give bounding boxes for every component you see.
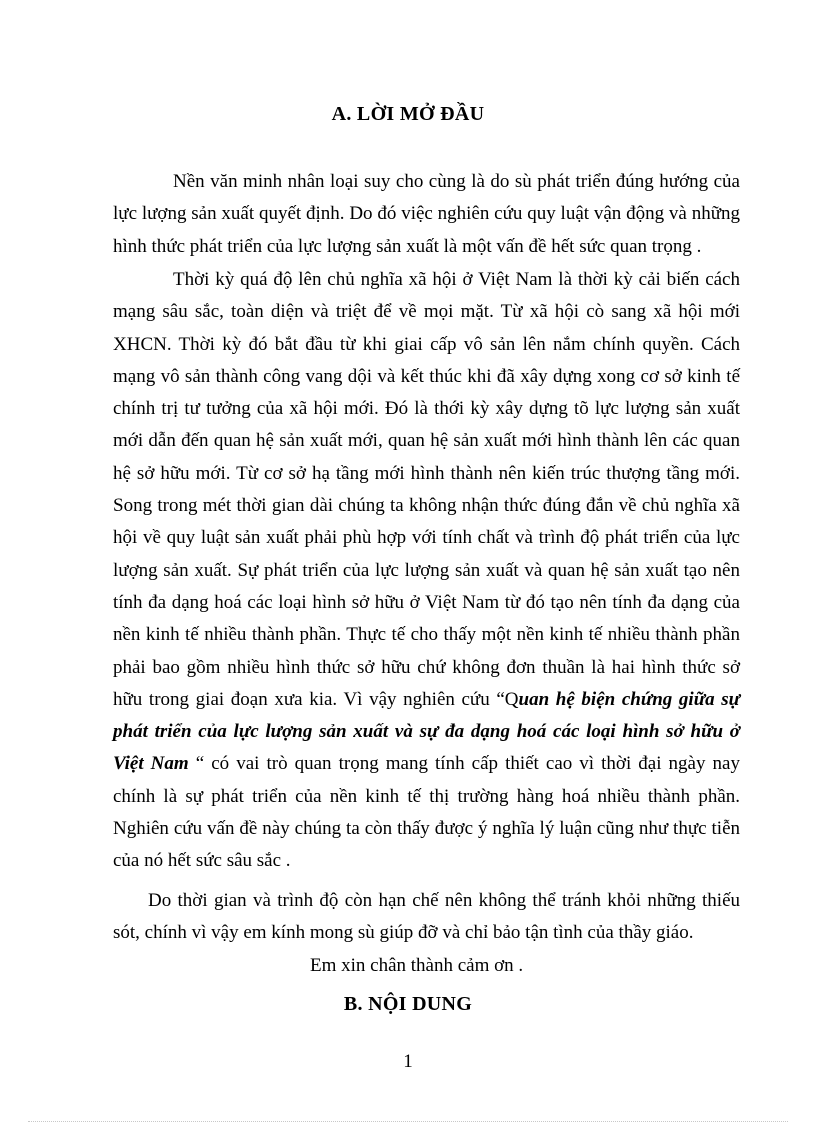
research-topic-title: uan hệ biện chứng giữa sự phát triển của lực lượng sản xuất và sự đa dạng hoá các loại hình sở hữu ở Việt Nam xyxy=(113,688,740,775)
closing-line: Em xin chân thành cảm ơn . xyxy=(310,955,524,976)
section-heading-content: B. NỘI DUNG xyxy=(343,993,473,1015)
section-heading-intro: A. LỜI MỞ ĐẦU xyxy=(331,103,485,125)
page-bottom-divider xyxy=(28,1121,788,1122)
intro-paragraph-2 xyxy=(113,264,740,878)
paragraph-2-text-after: “ có vai trò quan trọng mang tính cấp thiết cao vì thời đại ngày nay chính là sự phát triển của nền kinh tế thị trường hàng hoá nhiều thành phần. Nghiên cứu vấn đề này chúng ta còn thấy được ý nghĩa lý luận cũng như thực tiễn của nó hết sức sâu sắc . xyxy=(113,753,740,872)
intro-paragraph-1: Nền văn minh nhân loại suy cho cùng là do sù phát triển đúng hướng của lực lượng sản xuất quyết định. Do đó việc nghiên cứu quy luật vận động và những hình thức phát triển của lực lượng sản xuất là một vấn đề hết sức quan trọng . xyxy=(113,171,740,257)
intro-paragraph-3: Do thời gian và trình độ còn hạn chế nên không thể tránh khỏi những thiếu sót, chính vì vậy em kính mong sù giúp đỡ và chỉ bảo tận tình của thầy giáo. xyxy=(113,890,740,944)
page-number: 1 xyxy=(403,1051,413,1072)
paragraph-2-text-before: Thời kỳ quá độ lên chủ nghĩa xã hội ở Việt Nam là thời kỳ cải biến cách mạng sâu sắc, toàn diện và triệt để về mọi mặt. Từ xã hội cò sang xã hội mới XHCN. Thời kỳ đó bắt đầu từ khi giai cấp vô sản lên nắm chính quyền. Cách mạng vô sản thành công vang dội và kết thúc khi đã xây dựng xong cơ sở kinh tế chính trị tư tưởng của xã hội mới. Đó là thới kỳ xây dựng tõ lực lượng sản xuất mới dẫn đến quan hệ sản xuất mới, quan hệ sản xuất mới hình thành lên các quan hệ sở hữu mới. Từ cơ sở hạ tầng mới hình thành nên kiến trúc thượng tầng mới. Song trong mét thời gian dài chúng ta không nhận thức đúng đắn về chủ nghĩa xã hội về quy luật sản xuất phải phù hợp với tính chất và trình độ phát triển của lực lượng sản xuất. Sự phát triển của lực lượng sản xuất và quan hệ sản xuất tạo nên tính đa dạng hoá các loại hình sở hữu ở Việt Nam từ đó tạo nên tính đa dạng của nền kinh tế nhiều thành phần. Thực tế cho thấy một nền kinh tế nhiều thành phần phải bao gồm nhiều hình thức sở hữu chứ không đơn thuần là hai hình thức sở hữu trong giai đoạn xưa kia. Vì vậy nghiên cứu “Q xyxy=(113,269,740,710)
